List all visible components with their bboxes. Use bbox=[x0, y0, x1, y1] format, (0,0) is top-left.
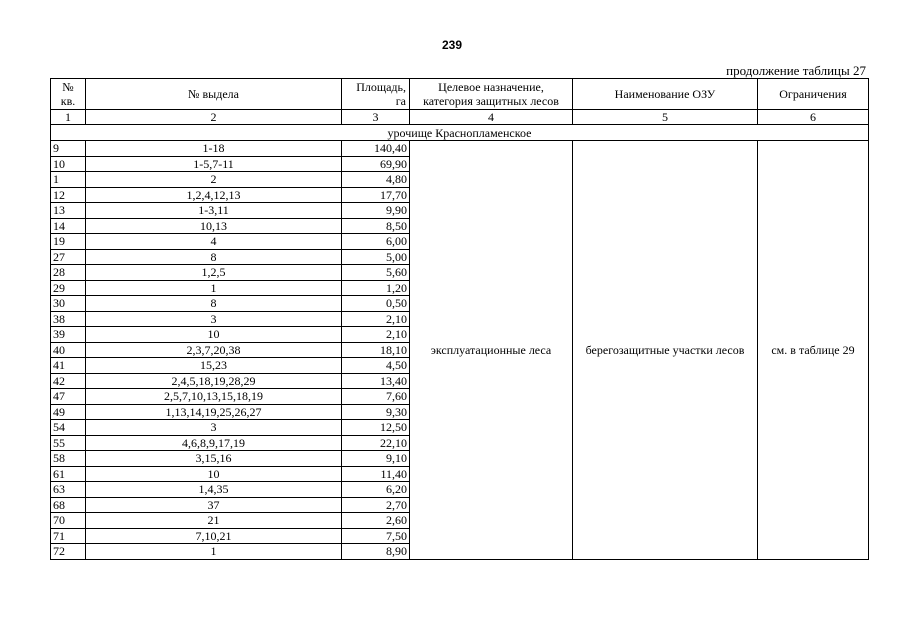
quarter-number: 19 bbox=[51, 234, 86, 250]
area-value: 2,10 bbox=[342, 311, 410, 327]
area-value: 7,60 bbox=[342, 389, 410, 405]
plot-numbers: 8 bbox=[86, 249, 342, 265]
plot-numbers: 1,13,14,19,25,26,27 bbox=[86, 404, 342, 420]
quarter-number: 63 bbox=[51, 482, 86, 498]
area-value: 2,70 bbox=[342, 497, 410, 513]
quarter-number: 1 bbox=[51, 172, 86, 188]
plot-numbers: 21 bbox=[86, 513, 342, 529]
plot-numbers: 1,2,4,12,13 bbox=[86, 187, 342, 203]
plot-numbers: 15,23 bbox=[86, 358, 342, 374]
area-value: 4,80 bbox=[342, 172, 410, 188]
plot-numbers: 10,13 bbox=[86, 218, 342, 234]
plot-numbers: 1-3,11 bbox=[86, 203, 342, 219]
column-number: 1 bbox=[51, 110, 86, 125]
table-header-row bbox=[51, 79, 869, 110]
area-value: 2,10 bbox=[342, 327, 410, 343]
quarter-number: 27 bbox=[51, 249, 86, 265]
area-value: 22,10 bbox=[342, 435, 410, 451]
header-vydel: № выдела bbox=[86, 79, 342, 110]
quarter-number: 55 bbox=[51, 435, 86, 451]
area-value: 69,90 bbox=[342, 156, 410, 172]
plot-numbers: 8 bbox=[86, 296, 342, 312]
quarter-number: 12 bbox=[51, 187, 86, 203]
plot-numbers: 4 bbox=[86, 234, 342, 250]
area-value: 9,90 bbox=[342, 203, 410, 219]
plot-numbers: 10 bbox=[86, 466, 342, 482]
area-value: 4,50 bbox=[342, 358, 410, 374]
plot-numbers: 1,4,35 bbox=[86, 482, 342, 498]
forest-plots-table bbox=[50, 78, 869, 560]
quarter-number: 28 bbox=[51, 265, 86, 281]
area-value: 1,20 bbox=[342, 280, 410, 296]
area-value: 17,70 bbox=[342, 187, 410, 203]
quarter-number: 72 bbox=[51, 544, 86, 560]
plot-numbers: 2,4,5,18,19,28,29 bbox=[86, 373, 342, 389]
area-value: 9,10 bbox=[342, 451, 410, 467]
area-value: 6,00 bbox=[342, 234, 410, 250]
table-continuation-note: продолжение таблицы 27 bbox=[726, 63, 866, 78]
area-value: 6,20 bbox=[342, 482, 410, 498]
plot-numbers: 2,5,7,10,13,15,18,19 bbox=[86, 389, 342, 405]
plot-numbers: 4,6,8,9,17,19 bbox=[86, 435, 342, 451]
quarter-number: 29 bbox=[51, 280, 86, 296]
quarter-number: 42 bbox=[51, 373, 86, 389]
table-row bbox=[51, 141, 869, 157]
quarter-number: 39 bbox=[51, 327, 86, 343]
quarter-number: 40 bbox=[51, 342, 86, 358]
quarter-number: 70 bbox=[51, 513, 86, 529]
plot-numbers: 7,10,21 bbox=[86, 528, 342, 544]
column-number: 5 bbox=[573, 110, 758, 125]
plot-numbers: 37 bbox=[86, 497, 342, 513]
header-area: Площадь, га bbox=[342, 79, 410, 110]
location-row bbox=[51, 125, 869, 141]
area-value: 12,50 bbox=[342, 420, 410, 436]
area-value: 9,30 bbox=[342, 404, 410, 420]
plot-numbers: 1 bbox=[86, 280, 342, 296]
area-value: 13,40 bbox=[342, 373, 410, 389]
column-number: 4 bbox=[410, 110, 573, 125]
column-number: 3 bbox=[342, 110, 410, 125]
area-value: 7,50 bbox=[342, 528, 410, 544]
quarter-number: 47 bbox=[51, 389, 86, 405]
plot-numbers: 1-18 bbox=[86, 141, 342, 157]
quarter-number: 61 bbox=[51, 466, 86, 482]
area-value: 2,60 bbox=[342, 513, 410, 529]
quarter-number: 49 bbox=[51, 404, 86, 420]
location-name: урочище Краснопламенское bbox=[51, 125, 869, 141]
column-number: 6 bbox=[758, 110, 869, 125]
plot-numbers: 1-5,7-11 bbox=[86, 156, 342, 172]
quarter-number: 58 bbox=[51, 451, 86, 467]
page-number: 239 bbox=[441, 38, 463, 52]
quarter-number: 30 bbox=[51, 296, 86, 312]
header-restrictions: Ограничения bbox=[758, 79, 869, 110]
quarter-number: 54 bbox=[51, 420, 86, 436]
quarter-number: 71 bbox=[51, 528, 86, 544]
header-purpose: Целевое назначение, категория защитных лесов bbox=[410, 79, 573, 110]
quarter-number: 13 bbox=[51, 203, 86, 219]
purpose-cell: эксплуатационные леса bbox=[410, 141, 573, 560]
column-numbers-row bbox=[51, 110, 869, 125]
quarter-number: 68 bbox=[51, 497, 86, 513]
restrictions-cell: см. в таблице 29 bbox=[758, 141, 869, 560]
quarter-number: 38 bbox=[51, 311, 86, 327]
quarter-number: 9 bbox=[51, 141, 86, 157]
area-value: 18,10 bbox=[342, 342, 410, 358]
plot-numbers: 1 bbox=[86, 544, 342, 560]
quarter-number: 41 bbox=[51, 358, 86, 374]
plot-numbers: 1,2,5 bbox=[86, 265, 342, 281]
area-value: 0,50 bbox=[342, 296, 410, 312]
quarter-number: 14 bbox=[51, 218, 86, 234]
plot-numbers: 2,3,7,20,38 bbox=[86, 342, 342, 358]
plot-numbers: 3 bbox=[86, 311, 342, 327]
area-value: 11,40 bbox=[342, 466, 410, 482]
column-number: 2 bbox=[86, 110, 342, 125]
header-kv: № кв. bbox=[51, 79, 86, 110]
header-ozu: Наименование ОЗУ bbox=[573, 79, 758, 110]
ozu-cell: берегозащитные участки лесов bbox=[573, 141, 758, 560]
area-value: 8,90 bbox=[342, 544, 410, 560]
plot-numbers: 2 bbox=[86, 172, 342, 188]
area-value: 8,50 bbox=[342, 218, 410, 234]
plot-numbers: 10 bbox=[86, 327, 342, 343]
area-value: 5,00 bbox=[342, 249, 410, 265]
plot-numbers: 3 bbox=[86, 420, 342, 436]
area-value: 5,60 bbox=[342, 265, 410, 281]
quarter-number: 10 bbox=[51, 156, 86, 172]
area-value: 140,40 bbox=[342, 141, 410, 157]
plot-numbers: 3,15,16 bbox=[86, 451, 342, 467]
